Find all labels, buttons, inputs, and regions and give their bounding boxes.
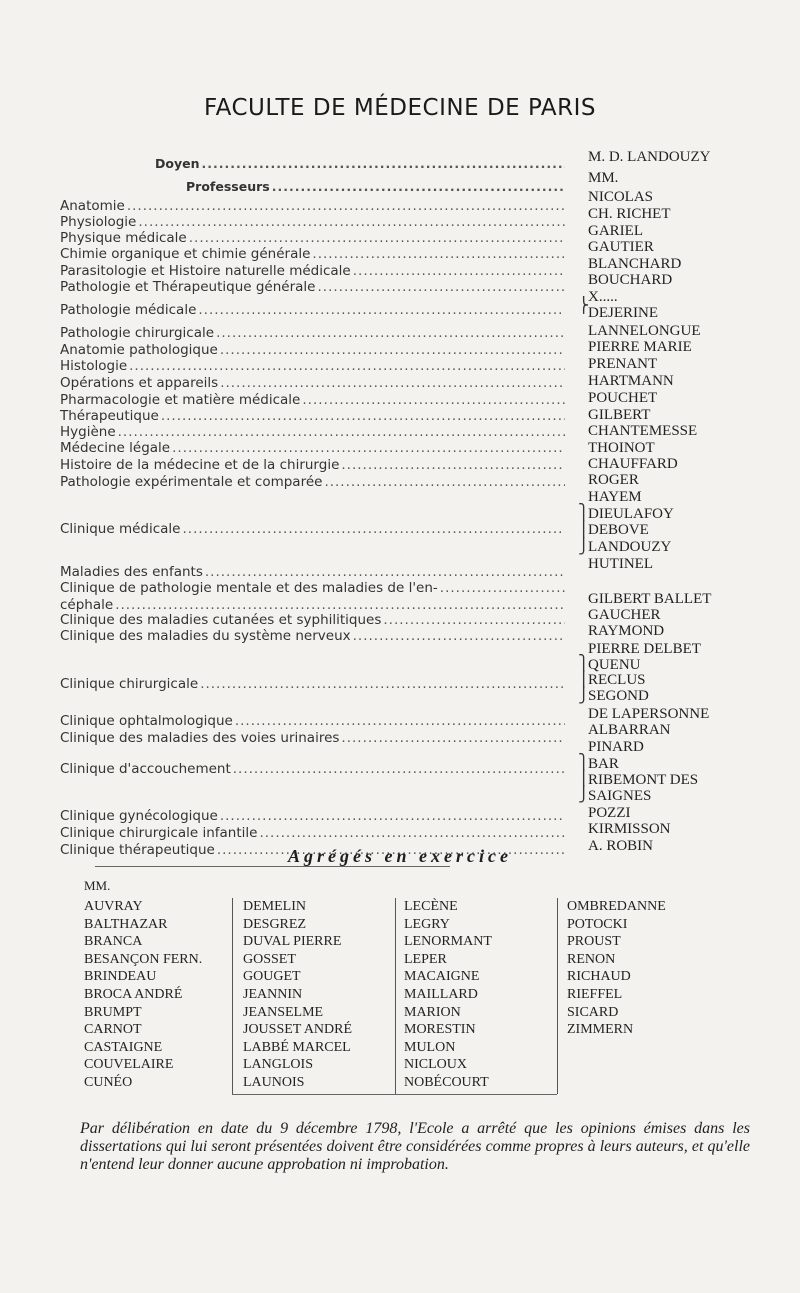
professor-name: ROGER xyxy=(588,472,639,488)
column-divider xyxy=(232,898,233,1094)
chair-row xyxy=(60,263,565,279)
dot-leader xyxy=(115,597,565,613)
professor-name: GILBERT xyxy=(588,407,651,423)
dot-leader xyxy=(202,156,566,171)
agrege-name: MAILLARD xyxy=(404,986,478,1002)
agreges-column xyxy=(567,898,666,1095)
dot-leader xyxy=(317,279,565,295)
chair-row xyxy=(60,424,565,440)
chair-row-label: Physique médicale xyxy=(60,230,187,246)
professor-name: M. D. LANDOUZY xyxy=(588,149,711,165)
agrege-name: LENORMANT xyxy=(404,934,492,950)
chair-row xyxy=(60,230,565,246)
dot-leader xyxy=(220,808,565,824)
dot-leader xyxy=(216,325,565,341)
professor-name: NICOLAS xyxy=(588,189,654,205)
chair-row-label: Clinique ophtalmologique xyxy=(60,713,233,729)
professor-name: LANDOUZY xyxy=(588,539,672,555)
professor-name: POUCHET xyxy=(588,390,658,406)
dot-leader xyxy=(353,628,565,644)
agrege-name: NOBÉCOURT xyxy=(404,1074,489,1090)
chair-row xyxy=(60,358,565,374)
chair-row xyxy=(60,612,565,628)
chair-row-cont xyxy=(60,597,565,613)
agrege-name: NICLOUX xyxy=(404,1057,467,1073)
chair-row-label: Pathologie expérimentale et comparée xyxy=(60,474,323,490)
brace-mark: ⎪ xyxy=(578,769,590,787)
agrege-name: CARNOT xyxy=(84,1022,142,1038)
brace-mark: ⎫ xyxy=(578,503,590,521)
dot-leader xyxy=(302,392,565,408)
agrege-name: AUVRAY xyxy=(84,899,143,914)
chair-row-label: Clinique thérapeutique xyxy=(60,842,215,858)
dot-leader xyxy=(138,214,565,230)
table-bottom-rule xyxy=(232,1094,557,1095)
dot-leader xyxy=(198,302,565,318)
professor-name: ALBARRAN xyxy=(588,722,671,738)
dot-leader xyxy=(259,825,565,841)
professor-name: DE LAPERSONNE xyxy=(588,706,710,722)
chair-row-label: Hygiène xyxy=(60,424,116,440)
chair-row xyxy=(60,342,565,358)
chair-row xyxy=(60,521,565,537)
chair-row-label: Maladies des enfants xyxy=(60,564,203,580)
chair-row xyxy=(60,392,565,408)
agrege-name: JEANNIN xyxy=(243,986,303,1002)
dot-leader xyxy=(312,246,565,262)
dot-leader xyxy=(200,676,565,692)
agrege-name: COUVELAIRE xyxy=(84,1057,174,1073)
chair-row xyxy=(60,279,565,295)
agrege-name: DESGREZ xyxy=(243,916,306,932)
dot-leader xyxy=(272,179,565,194)
chair-row-label: Clinique de pathologie mentale et des maladies de l'en- xyxy=(60,580,438,596)
professor-name: RIBEMONT DES xyxy=(588,772,699,788)
chair-row xyxy=(60,564,565,580)
dot-leader xyxy=(440,580,565,596)
professor-name: BLANCHARD xyxy=(588,256,682,272)
chair-row-label: Clinique des maladies du système nerveux xyxy=(60,628,351,644)
professor-name: RECLUS xyxy=(588,672,646,688)
chair-row-label: Clinique d'accouchement xyxy=(60,761,231,777)
chair-row xyxy=(60,457,565,473)
agreges-column xyxy=(404,898,492,1095)
agrege-name: MARION xyxy=(404,1004,461,1020)
chair-row xyxy=(60,628,565,644)
chair-row xyxy=(60,713,565,729)
brace-mark: ⎬ xyxy=(578,296,590,314)
doyen-row xyxy=(155,156,565,171)
chair-row xyxy=(60,825,565,841)
agrege-name: MULON xyxy=(404,1039,456,1055)
agrege-name: RENON xyxy=(567,951,616,967)
page-title: FACULTE DE MÉDECINE DE PARIS xyxy=(204,95,596,121)
professor-name: RAYMOND xyxy=(588,623,665,639)
chair-row-label: Pathologie chirurgicale xyxy=(60,325,215,341)
chair-row xyxy=(60,580,565,596)
agrege-name: RICHAUD xyxy=(567,969,631,985)
chair-row xyxy=(60,214,565,230)
professor-name: QUENU xyxy=(588,657,641,673)
agrege-name: JOUSSET ANDRÉ xyxy=(243,1022,353,1038)
professor-name: CHANTEMESSE xyxy=(588,423,698,439)
brace-mark: ⎪ xyxy=(578,670,590,688)
brace-mark: ⎭ xyxy=(578,785,590,803)
chair-row-label: Médecine légale xyxy=(60,440,171,456)
dot-leader xyxy=(353,263,565,279)
chair-row xyxy=(60,302,565,318)
chair-row-label: Parasitologie et Histoire naturelle médicale xyxy=(60,263,351,279)
professor-name: BOUCHARD xyxy=(588,272,673,288)
chair-row-label: Clinique chirurgicale infantile xyxy=(60,825,258,841)
dot-leader xyxy=(183,521,566,537)
agreges-heading: Agrégés en exercice xyxy=(288,846,512,866)
professor-name: LANNELONGUE xyxy=(588,323,701,339)
column-divider xyxy=(395,898,396,1094)
dot-leader xyxy=(324,474,565,490)
dot-leader xyxy=(161,408,565,424)
dot-leader xyxy=(118,424,565,440)
chair-row-label: Physiologie xyxy=(60,214,137,230)
professor-name: HUTINEL xyxy=(588,556,653,572)
column-divider xyxy=(557,898,558,1094)
brace-mark: ⎪ xyxy=(578,520,590,538)
brace-mark: ⎭ xyxy=(578,537,590,555)
doyen-row-label: Doyen xyxy=(155,156,200,171)
professor-name: SEGOND xyxy=(588,688,649,704)
dot-leader xyxy=(220,375,565,391)
agrege-name: BRUMPT xyxy=(84,1004,142,1020)
agrege-name: BRINDEAU xyxy=(84,969,157,985)
chair-row-label: Histologie xyxy=(60,358,128,374)
professor-name: DIEULAFOY xyxy=(588,506,674,522)
chair-row xyxy=(60,808,565,824)
agrege-name: PROUST xyxy=(567,934,621,950)
dot-leader xyxy=(189,230,565,246)
dot-leader xyxy=(172,440,565,456)
agrege-name: LEPER xyxy=(404,951,447,967)
agrege-name: GOUGET xyxy=(243,969,301,985)
agrege-name: JEANSELME xyxy=(243,1004,324,1020)
professor-name: HARTMANN xyxy=(588,373,674,389)
professeurs-row xyxy=(186,179,565,194)
professor-name: PIERRE MARIE xyxy=(588,339,692,355)
professor-name: X..... xyxy=(588,289,618,305)
dot-leader xyxy=(383,612,565,628)
agrege-name: OMBREDANNE xyxy=(567,899,666,914)
footer-note: Par délibération en date du 9 décembre 1798, l'Ecole a arrêté que les opinions émises dans les dissertations qui lui seront présentées doivent être considérées comme propres à leurs auteurs, et qu'elle n'entend leur donner aucune approbation ni improbation. xyxy=(80,1120,750,1173)
agrege-name: ZIMMERN xyxy=(567,1022,634,1038)
professor-name: PRENANT xyxy=(588,356,658,372)
professor-name: THOINOT xyxy=(588,440,655,456)
professor-name: CHAUFFARD xyxy=(588,456,678,472)
chair-row-label: Histoire de la médecine et de la chirurgie xyxy=(60,457,340,473)
chair-row xyxy=(60,198,565,214)
chair-row-label: Clinique gynécologique xyxy=(60,808,218,824)
brace-mark: ⎫ xyxy=(578,753,590,771)
agrege-name: CUNÉO xyxy=(84,1074,133,1090)
professeurs-row-label: Professeurs xyxy=(186,179,270,194)
chair-row xyxy=(60,440,565,456)
agrege-name: MACAIGNE xyxy=(404,969,480,985)
agrege-name: DEMELIN xyxy=(243,899,306,914)
brace-mark: ⎫ xyxy=(578,654,590,672)
chair-row-label: Chimie organique et chimie générale xyxy=(60,246,311,262)
agreges-mm: MM. xyxy=(84,878,111,893)
agreges-column xyxy=(84,898,202,1095)
professor-name: GAUTIER xyxy=(588,239,654,255)
agrege-name: CASTAIGNE xyxy=(84,1039,163,1055)
professor-name: GAUCHER xyxy=(588,607,661,623)
chair-row xyxy=(60,730,565,746)
agrege-name: BALTHAZAR xyxy=(84,916,168,932)
agrege-name: LABBÉ MARCEL xyxy=(243,1039,351,1055)
chair-row-label: Clinique des maladies cutanées et syphilitiques xyxy=(60,612,382,628)
dot-leader xyxy=(205,564,565,580)
chair-row-label: Pharmacologie et matière médicale xyxy=(60,392,301,408)
dot-leader xyxy=(341,730,565,746)
professor-name: KIRMISSON xyxy=(588,821,671,837)
professor-name: POZZI xyxy=(588,805,631,821)
chair-row-label: Pathologie et Thérapeutique générale xyxy=(60,279,316,295)
chair-row xyxy=(60,676,565,692)
agrege-name: RIEFFEL xyxy=(567,986,623,1002)
agrege-name: SICARD xyxy=(567,1004,619,1020)
professor-name: GILBERT BALLET xyxy=(588,591,712,607)
dot-leader xyxy=(341,457,565,473)
agrege-name: BRANCA xyxy=(84,934,143,950)
chair-row xyxy=(60,375,565,391)
agrege-name: DUVAL PIERRE xyxy=(243,934,342,950)
dot-leader xyxy=(220,342,565,358)
dot-leader xyxy=(127,198,565,214)
chair-row xyxy=(60,246,565,262)
professor-name: DEBOVE xyxy=(588,522,649,538)
chair-row-label: Clinique médicale xyxy=(60,521,181,537)
chair-row-label: Opérations et appareils xyxy=(60,375,219,391)
chair-row-cont-label: céphale xyxy=(60,597,114,613)
agreges-column xyxy=(243,898,352,1095)
chair-row-label: Pathologie médicale xyxy=(60,302,197,318)
professor-name: A. ROBIN xyxy=(588,838,654,854)
professor-name: CH. RICHET xyxy=(588,206,671,222)
dot-leader xyxy=(235,713,565,729)
professor-name: DEJERINE xyxy=(588,305,658,321)
chair-row xyxy=(60,325,565,341)
professor-name: GARIEL xyxy=(588,223,643,239)
chair-row xyxy=(60,474,565,490)
professor-name: SAIGNES xyxy=(588,788,652,804)
agrege-name: LANGLOIS xyxy=(243,1057,313,1073)
professor-name: MM. xyxy=(588,170,619,186)
brace-mark: ⎭ xyxy=(578,686,590,704)
chair-row-label: Thérapeutique xyxy=(60,408,159,424)
dot-leader xyxy=(129,358,565,374)
chair-row-label: Clinique chirurgicale xyxy=(60,676,199,692)
professor-name: PINARD xyxy=(588,739,644,755)
agrege-name: MORESTIN xyxy=(404,1022,476,1038)
chair-row xyxy=(60,408,565,424)
agrege-name: LAUNOIS xyxy=(243,1074,305,1090)
agrege-name: POTOCKI xyxy=(567,916,628,932)
agrege-name: LECÈNE xyxy=(404,899,458,914)
chair-row-label: Anatomie pathologique xyxy=(60,342,218,358)
professor-name: PIERRE DELBET xyxy=(588,641,701,657)
chair-row xyxy=(60,761,565,777)
dot-leader xyxy=(233,761,565,777)
agrege-name: BESANÇON FERN. xyxy=(84,951,203,967)
chair-row-label: Anatomie xyxy=(60,198,125,214)
agrege-name: LEGRY xyxy=(404,916,450,932)
professor-name: BAR xyxy=(588,756,619,772)
chair-row-label: Clinique des maladies des voies urinaires xyxy=(60,730,340,746)
agrege-name: BROCA ANDRÉ xyxy=(84,986,183,1002)
professor-name: HAYEM xyxy=(588,489,642,505)
agrege-name: GOSSET xyxy=(243,951,296,967)
